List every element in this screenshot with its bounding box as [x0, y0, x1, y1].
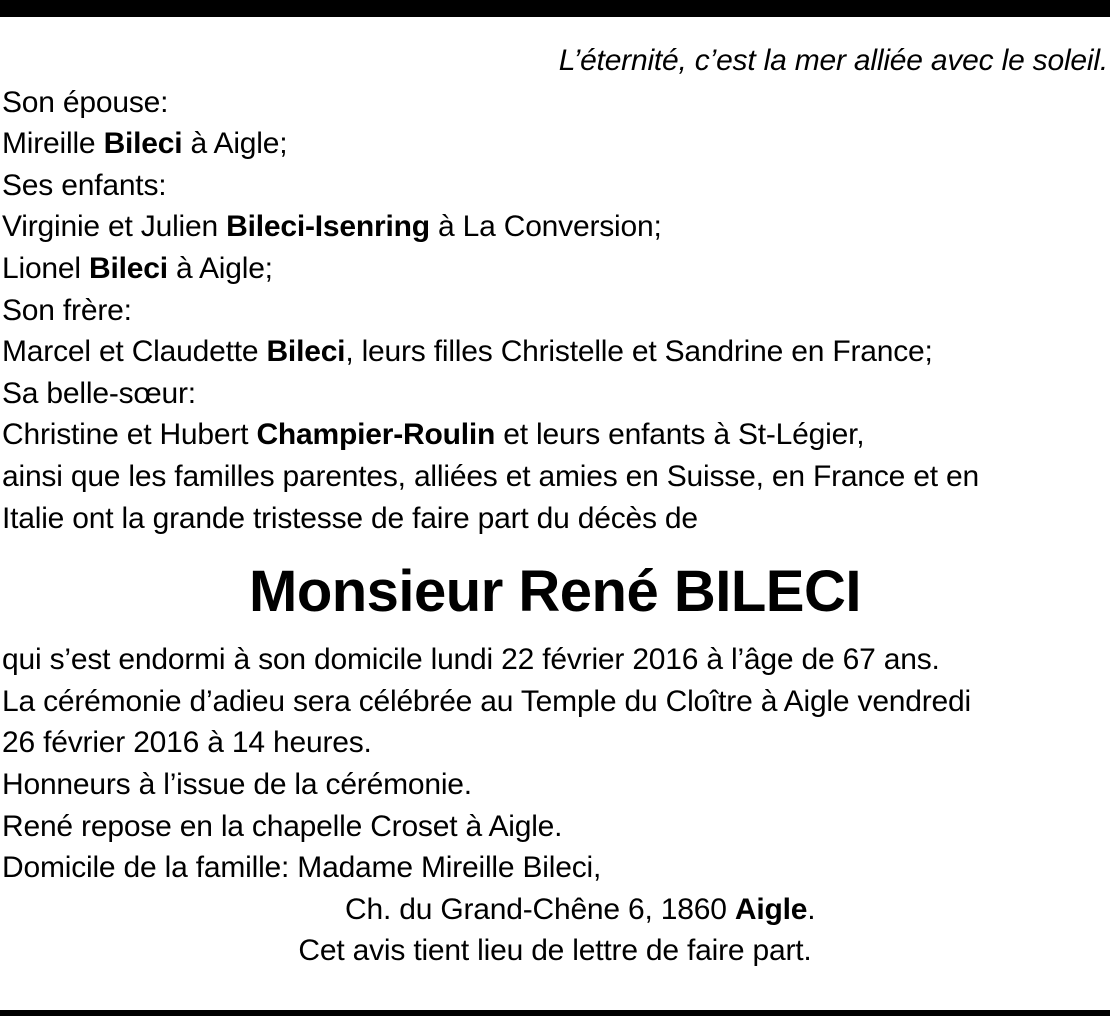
notice-body — [2, 40, 1108, 972]
sister-in-law-surname: Champier-Roulin — [256, 418, 496, 452]
child1-first: Virginie et Julien — [2, 210, 218, 244]
sister-in-law-first: Christine et Hubert — [2, 418, 249, 452]
brother-first: Marcel et Claudette — [2, 335, 259, 369]
sister-in-law-line — [2, 414, 1108, 456]
brother-rest: , leurs filles Christelle et Sandrine en France; — [345, 335, 933, 369]
sister-in-law-rest: et leurs enfants à St-Légier, — [503, 418, 865, 452]
motto-quote: L’éternité, c’est la mer alliée avec le soleil. — [558, 44, 1108, 77]
address-city: Aigle — [734, 892, 808, 926]
sister-in-law-heading: Sa belle-sœur: — [2, 376, 196, 410]
child1-surname: Bileci-Isenring — [226, 210, 430, 244]
child1-line — [2, 206, 1108, 248]
details-line-3: 26 février 2016 à 14 heures. — [2, 726, 372, 760]
address-end: . — [807, 892, 816, 926]
deceased-name: Monsieur René BILECI — [249, 559, 861, 625]
brother-line — [2, 331, 1108, 373]
child2-surname: Bileci — [89, 251, 168, 285]
child2-place: à Aigle; — [176, 251, 273, 285]
closing-line: Cet avis tient lieu de lettre de faire part. — [298, 934, 812, 968]
spouse-place: à Aigle; — [190, 127, 288, 161]
address-line — [2, 889, 1108, 931]
address-street: Ch. du Grand-Chêne 6, 1860 — [345, 892, 727, 926]
families-line-2: Italie ont la grande tristesse de faire part du décès de — [2, 501, 698, 535]
details-line-1: qui s’est endormi à son domicile lundi 22 février 2016 à l’âge de 67 ans. — [2, 643, 940, 677]
bottom-rule — [0, 1010, 1110, 1016]
spouse-first: Mireille — [2, 127, 96, 161]
child1-place: à La Conversion; — [438, 210, 662, 244]
top-rule — [0, 0, 1110, 17]
child2-line — [2, 248, 1108, 290]
brother-surname: Bileci — [266, 335, 346, 369]
details-line-6: Domicile de la famille: Madame Mireille Bileci, — [2, 851, 602, 885]
families-line-1: ainsi que les familles parentes, alliées et amies en Suisse, en France et en — [2, 459, 979, 493]
child2-first: Lionel — [2, 251, 81, 285]
details-line-5: René repose en la chapelle Croset à Aigle. — [2, 809, 563, 843]
spouse-line — [2, 123, 1108, 165]
details-line-4: Honneurs à l’issue de la cérémonie. — [2, 767, 472, 801]
details-line-2: La cérémonie d’adieu sera célébrée au Temple du Cloître à Aigle vendredi — [2, 684, 971, 718]
brother-heading: Son frère: — [2, 293, 132, 327]
children-heading: Ses enfants: — [2, 168, 167, 202]
spouse-heading: Son épouse: — [2, 85, 169, 119]
spouse-surname: Bileci — [103, 127, 183, 161]
